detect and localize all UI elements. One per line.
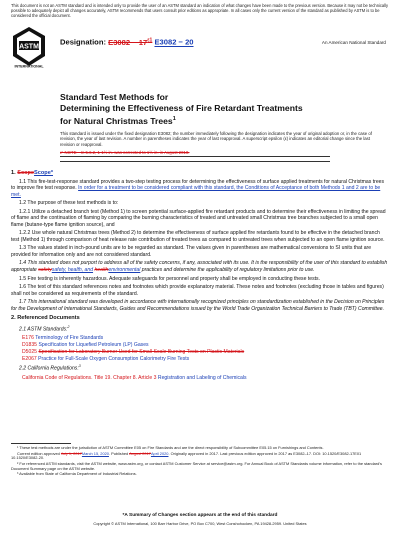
paragraph-1-3: 1.3 The values stated in inch-pound units are to be regarded as standard. The values given in parentheses are mathematical conversions to SI units that are provided for information only and are not considered standard.	[11, 245, 372, 258]
logo-text: ASTM	[19, 43, 39, 51]
reference-link[interactable]: California Code of Regulations. Title 19. Chapter 8. Article 3	[22, 374, 157, 381]
editorial-note: ε¹ NOTE—In 5.6.2, 1-1½ in. was corrected to 1½ in. in August 2018.	[60, 150, 190, 155]
paragraph-2-2: 2.2 California Regulations:$^3$	[19, 364, 81, 373]
paragraph-1-5: 1.5 Fire testing is inherently hazardous. Adequate safeguards for personnel and property shall be employed in conducting these tests.	[19, 275, 320, 282]
reference-item	[11, 335, 389, 342]
reference-item	[11, 342, 389, 349]
reference-item	[11, 356, 389, 363]
footnote-1-edition: Current edition approved July 1, 2017March 15, 2020. Published August 2017April 2020. Originally approved in 2017. Last previous edition approved in 2017 as E3082–17. DOI: 10.1520/E3082-17E01 10.1520/E3082-20.	[11, 450, 362, 461]
footnotes	[11, 446, 389, 478]
paragraph-1-1: 1.1 This fire-test-response standard provides a two-step testing process for determining the effectiveness of surface applied treatments for natural Christmas trees to improve fire test response. In order for a treatment to be considered compliant with this standard, the Conditions of Acceptance of both Methods 1 and 2 are to be met.	[11, 178, 385, 198]
footnote-1: ¹ These test methods are under the jurisdiction of ASTM Committee E05 on Fire Standards and are the direct responsibility of Subcommittee E05.15 on Furnishings and Contents.	[17, 445, 324, 450]
designation-old: $E3082 - 17^{\varepsilon 1}$	[108, 37, 153, 47]
paragraph-1-4: 1.4 This standard does not purport to address all of the safety concerns, if any, associated with its use. It is the responsibility of the user of this standard to establish appropriate safetysafety, health, and healthenvironmental practices and determine the applicability of regulatory limitations prior to use.	[11, 260, 388, 273]
designation	[60, 37, 194, 47]
section-1-heading: 1. ScopeScope*	[11, 170, 53, 176]
copyright-line: Copyright © ASTM International, 100 Barr Harbor Drive, PO Box C700, West Conshohocken, PA 19428-2959. United States	[93, 521, 307, 526]
logo-subtext: INTERNATIONAL	[14, 64, 44, 68]
document-notice: This document is not an ASTM standard and is intended only to provide the user of an ASTM standard an indication of what changes have been made to the previous version. Because it may not be technically possible to adequately depict all changes accurately, ASTM recommends that users consult prior editions as appropriate. In all cases only the current version of the standard as published by ASTM is to be considered the official document.	[11, 3, 389, 18]
astm-logo	[11, 26, 47, 68]
title-line-3: for Natural Christmas Trees$^1$	[60, 115, 176, 126]
paragraph-1-2-1: 1.2.1 Utilize a detached branch test (Method 1) to screen potential surface-applied fire retardant products and to determine their effectiveness in limiting the spread of flame and the continuation of flaming by comparing the burning characteristics of treated and untreated small Christmas tree branches subjected to a small open flame (butane-type flame ignition source), and	[11, 208, 386, 228]
paragraph-2-1: 2.1 ASTM Standards:$^2$	[19, 324, 70, 333]
reference-item	[11, 349, 389, 356]
paragraph-1-2: 1.2 The purpose of these test methods is to:	[19, 200, 119, 207]
title-line-1: Standard Test Methods for	[60, 92, 169, 102]
title-line-2: Determining the Effectiveness of Fire Retardant Treatments	[60, 103, 303, 113]
reference-title[interactable]: Terminology of Fire Standards	[35, 335, 104, 342]
reference-code[interactable]: D5025	[22, 349, 38, 356]
issuance-note: This standard is issued under the fixed designation E3082; the number immediately following the designation indicates the year of original adoption or, in the case of revision, the year of last revision. A number in parentheses indicates the year of last reapproval. A superscript epsilon (ε) indicates an editorial change since the last revision or reapproval.	[60, 131, 372, 147]
reference-code[interactable]: D1835	[22, 342, 38, 349]
divider	[60, 161, 330, 162]
reference-code[interactable]: E176	[22, 335, 34, 342]
california-reference	[11, 375, 389, 382]
reference-list	[11, 335, 389, 363]
designation-label: Designation:	[60, 37, 106, 47]
footnote-3: ³ Available from State of California Department of Industrial Relations.	[17, 471, 137, 477]
divider	[60, 156, 330, 157]
footnote-2: ² For referenced ASTM standards, visit the ASTM website, www.astm.org, or contact ASTM Customer Service at service@astm.org. For Annual Book of ASTM Standards volume information, refer to the standard's Document Summary page on the ASTM website.	[11, 460, 382, 471]
paragraph-1-2-2: 1.2.2 Use whole natural Christmas trees (Method 2) to determine the effectiveness of surface applied fire retardants found to be effective in the detached branch test (Method 1) through comparison of heat release rate contribution of treated trees as compared to untreated trees when subjected to an open flame ignition source.	[11, 230, 385, 243]
reference-title[interactable]: Registration and Labeling of Chemicals	[157, 374, 247, 381]
reference-title[interactable]: Practice for Full-Scale Oxygen Consumption Calorimetry Fire Tests	[38, 356, 190, 363]
summary-of-changes-note: *A Summary of Changes section appears at the end of this standard	[122, 513, 278, 518]
document-body	[11, 167, 389, 382]
paragraph-1-7: 1.7 This international standard was developed in accordance with internationally recognized principles on standardization established in the Decision on Principles for the Development of International Standards, Guides and Recommendations issued by the World Trade Organization Technical Barriers to Trade (TBT) Committee.	[11, 299, 385, 312]
national-standard-label: An American National Standard	[321, 40, 386, 45]
reference-code[interactable]: E2067	[22, 356, 37, 363]
designation-new: E3082 − 20	[154, 37, 194, 47]
reference-title[interactable]: Specification for Liquefied Petroleum (LP) Gases	[38, 342, 149, 349]
paragraph-1-6: 1.6 The text of this standard references notes and footnotes which provide explanatory material. These notes and footnotes (excluding those in tables and figures) shall not be considered as requirements of the standard.	[11, 284, 384, 297]
reference-title[interactable]: Specification for Laboratory Burner Used for Small-Scale Burning Tests on Plastic Materials	[38, 349, 245, 356]
section-2-heading: 2. Referenced Documents	[11, 315, 80, 322]
footnote-divider	[11, 443, 71, 444]
document-title	[60, 92, 390, 127]
